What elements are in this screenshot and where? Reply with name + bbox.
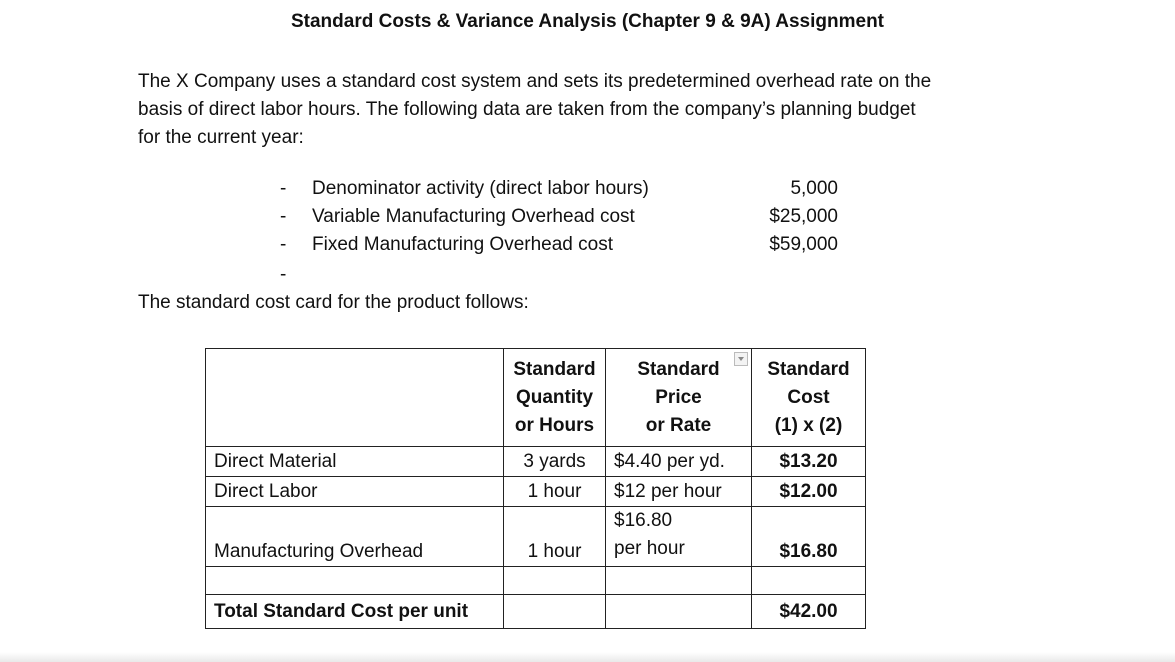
bullet-dash: - [280, 178, 287, 199]
row-item-cell: Direct Material [206, 447, 504, 477]
header-line: or Rate [645, 414, 712, 436]
row-item-cell: Direct Labor [206, 477, 504, 507]
row-price-cell [606, 507, 752, 567]
header-line: Cost [787, 386, 830, 408]
price-line: per hour [614, 538, 685, 559]
bullet-dash: - [280, 206, 287, 227]
row-price-cell: $4.40 per yd. [606, 447, 752, 477]
header-price-cell [606, 349, 752, 447]
budget-list [280, 178, 880, 290]
table-row [206, 447, 866, 477]
budget-item [280, 206, 880, 234]
empty-cell [504, 567, 606, 595]
empty-cell [206, 567, 504, 595]
budget-item-value: 5,000 [790, 178, 838, 199]
total-cost-cell: $42.00 [752, 595, 866, 629]
row-cost-cell: $16.80 [752, 507, 866, 567]
window-bottom-edge [0, 652, 1175, 662]
table-row [206, 507, 866, 567]
empty-cell [752, 567, 866, 595]
intro-line: basis of direct labor hours. The following data are taken from the company’s planning budget [138, 99, 916, 120]
row-price-cell: $12 per hour [606, 477, 752, 507]
empty-cell [606, 567, 752, 595]
intro-paragraph [138, 68, 1038, 152]
budget-item-value: $59,000 [769, 234, 838, 255]
intro-line: for the current year: [138, 127, 304, 148]
header-cost-cell [752, 349, 866, 447]
header-line: Standard [767, 358, 850, 380]
empty-cell [606, 595, 752, 629]
budget-item-value: $25,000 [769, 206, 838, 227]
table-row [206, 477, 866, 507]
empty-cell [504, 595, 606, 629]
page-title: Standard Costs & Variance Analysis (Chapter 9 & 9A) Assignment [290, 11, 885, 32]
row-quantity-cell: 3 yards [504, 447, 606, 477]
budget-item-label: Denominator activity (direct labor hours) [312, 178, 649, 199]
standard-cost-card-table [205, 348, 866, 629]
intro-line: The X Company uses a standard cost system and sets its predetermined overhead rate on the [138, 71, 932, 92]
header-quantity-cell [504, 349, 606, 447]
header-line: or Hours [514, 414, 595, 436]
budget-item-label: Variable Manufacturing Overhead cost [312, 206, 635, 227]
header-line: Quantity [515, 386, 594, 408]
table-row-empty [206, 567, 866, 595]
row-quantity-cell: 1 hour [504, 507, 606, 567]
bullet-dash: - [280, 264, 287, 285]
budget-item [280, 178, 880, 206]
budget-item [280, 234, 880, 262]
dropdown-arrow-icon[interactable] [734, 352, 748, 366]
row-cost-cell: $13.20 [752, 447, 866, 477]
table-total-row [206, 595, 866, 629]
bullet-dash: - [280, 234, 287, 255]
header-line: Standard [513, 358, 596, 380]
cost-card-lead-in: The standard cost card for the product follows: [138, 292, 529, 313]
row-cost-cell: $12.00 [752, 477, 866, 507]
row-item-cell: Manufacturing Overhead [206, 507, 504, 567]
price-line: $16.80 [614, 510, 673, 531]
header-line: Standard Price [637, 358, 720, 408]
table-header-row [206, 349, 866, 447]
total-label-cell: Total Standard Cost per unit [206, 595, 504, 629]
header-line: (1) x (2) [774, 414, 843, 436]
row-quantity-cell: 1 hour [504, 477, 606, 507]
budget-item-empty [280, 262, 880, 290]
budget-item-label: Fixed Manufacturing Overhead cost [312, 234, 613, 255]
header-item-cell [206, 349, 504, 447]
